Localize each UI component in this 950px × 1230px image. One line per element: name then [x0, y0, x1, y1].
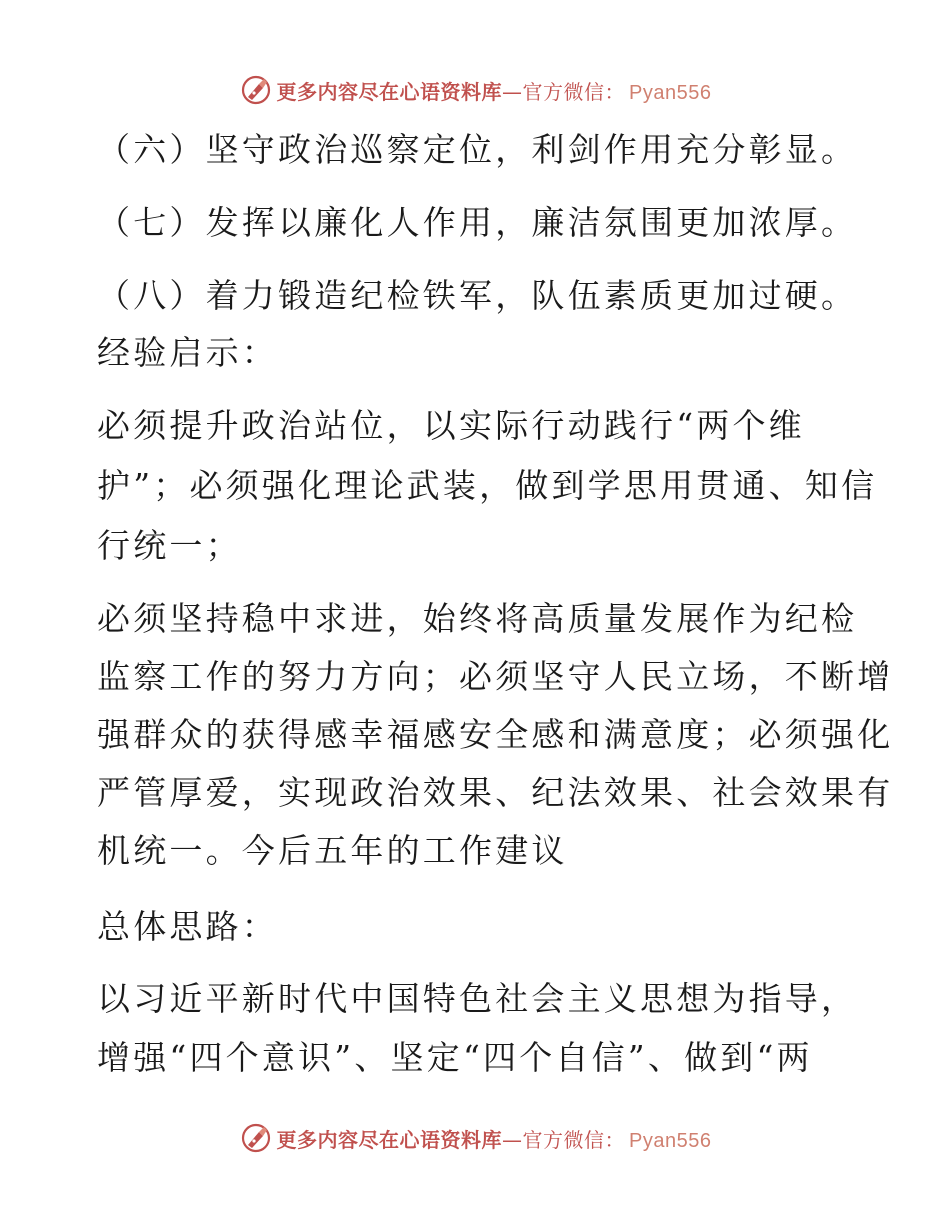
- paragraph-line: 必须坚持稳中求进，始终将高质量发展作为纪检: [97, 599, 858, 638]
- paragraph-line: 监察工作的努力方向；必须坚守人民立场，不断增: [97, 657, 894, 696]
- paragraph-line: 必须提升政治站位，以实际行动践行“两个维: [97, 406, 805, 445]
- watermark-wechat-id: Pyan556: [629, 1129, 712, 1152]
- paragraph-line: 行统一；: [97, 526, 242, 565]
- paragraph-line: 以习近平新时代中国特色社会主义思想为指导，: [97, 979, 858, 1018]
- header-watermark: [0, 70, 950, 110]
- watermark-separator: —: [502, 1127, 523, 1152]
- list-item-eight: （八）着力锻造纪检铁军，队伍素质更加过硬。: [97, 276, 858, 315]
- watermark-wechat-id: Pyan556: [629, 81, 712, 104]
- watermark-separator: —: [502, 79, 523, 104]
- pen-nib-logo-icon: [239, 1121, 273, 1155]
- watermark-text: [277, 76, 712, 105]
- paragraph-line: 护”；必须强化理论武装，做到学思用贯通、知信: [97, 466, 878, 505]
- section-heading-lessons: 经验启示：: [97, 333, 278, 372]
- section-heading-overall-approach: 总体思路：: [97, 907, 278, 946]
- watermark-main-text: 更多内容尽在心语资料库: [276, 79, 503, 104]
- watermark-wechat-label: 官方微信：: [522, 1127, 626, 1152]
- paragraph-line: 机统一。今后五年的工作建议: [97, 831, 568, 870]
- paragraph-line: 严管厚爱，实现政治效果、纪法效果、社会效果有: [97, 773, 894, 812]
- list-item-seven: （七）发挥以廉化人作用，廉洁氛围更加浓厚。: [97, 203, 858, 242]
- watermark-wechat-label: 官方微信：: [522, 79, 626, 104]
- list-item-six: （六）坚守政治巡察定位，利剑作用充分彰显。: [97, 130, 858, 169]
- watermark-main-text: 更多内容尽在心语资料库: [276, 1127, 503, 1152]
- paragraph-line: 增强“四个意识”、坚定“四个自信”、做到“两: [97, 1038, 813, 1077]
- footer-watermark: [0, 1118, 950, 1158]
- watermark-text: [277, 1124, 712, 1153]
- paragraph-line: 强群众的获得感幸福感安全感和满意度；必须强化: [97, 715, 894, 754]
- pen-nib-logo-icon: [239, 73, 273, 107]
